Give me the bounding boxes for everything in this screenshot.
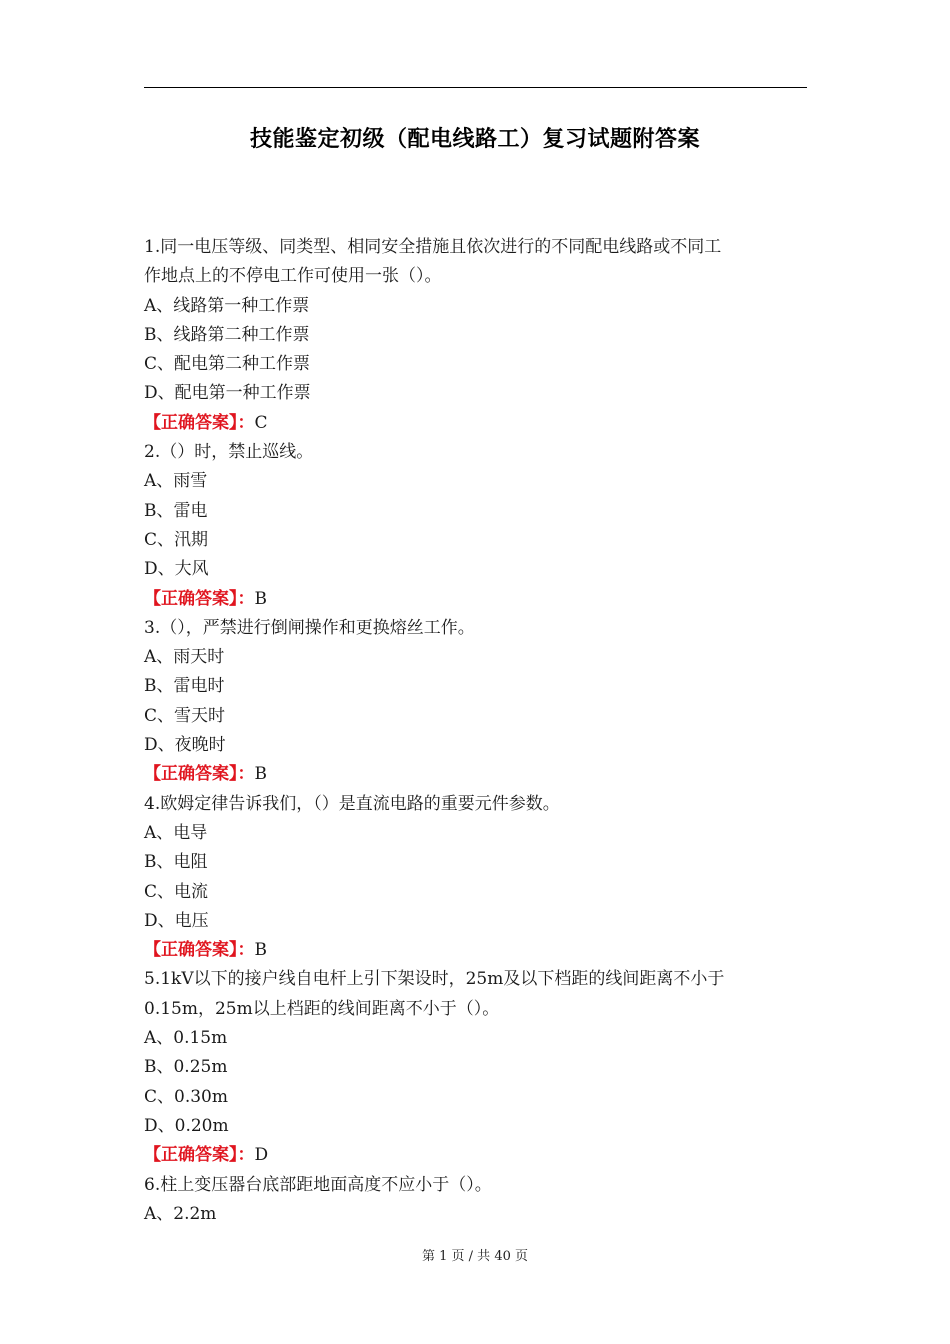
answer-line xyxy=(144,936,804,965)
answer-label: 【正确答案】： xyxy=(144,412,255,433)
question-2 xyxy=(144,438,804,614)
question-stem-line: 1.同一电压等级、同类型、相同安全措施且依次进行的不同配电线路或不同工 xyxy=(144,237,722,257)
option-a: A、雨雪 xyxy=(144,471,208,492)
question-stem-line: 3.（），严禁进行倒闸操作和更换熔丝工作。 xyxy=(144,617,475,638)
question-list xyxy=(144,233,804,1229)
document-title: 技能鉴定初级（配电线路工）复习试题附答案 xyxy=(249,127,700,152)
question-4 xyxy=(144,790,804,966)
answer-line xyxy=(144,585,804,614)
option-b: B、雷电时 xyxy=(144,676,225,697)
question-stem-line: 6.柱上变压器台底部距地面高度不应小于（）。 xyxy=(144,1174,492,1195)
question-6 xyxy=(144,1171,804,1230)
question-5 xyxy=(144,965,804,1170)
option-c: C、汛期 xyxy=(144,529,209,550)
question-3 xyxy=(144,614,804,790)
answer-value: B xyxy=(254,764,267,785)
option-a: A、0.15m xyxy=(144,1028,228,1049)
option-d: D、配电第一种工作票 xyxy=(144,383,311,404)
option-c: C、0.30m xyxy=(144,1086,228,1107)
option-b: B、雷电 xyxy=(144,500,208,521)
answer-label: 【正确答案】： xyxy=(144,940,255,961)
page-number-footer: 第 1 页 / 共 40 页 xyxy=(422,1249,528,1264)
option-c: C、配电第二种工作票 xyxy=(144,354,311,375)
option-d: D、0.20m xyxy=(144,1115,229,1136)
answer-label: 【正确答案】： xyxy=(144,1145,255,1166)
question-stem-line: 0.15m，25m以上档距的线间距离不小于（）。 xyxy=(144,998,500,1019)
option-b: B、线路第二种工作票 xyxy=(144,324,310,345)
option-c: C、雪天时 xyxy=(144,705,226,726)
question-stem-line: 作地点上的不停电工作可使用一张（）。 xyxy=(144,266,442,287)
option-a: A、雨天时 xyxy=(144,647,225,668)
option-d: D、大风 xyxy=(144,559,209,580)
option-b: B、电阻 xyxy=(144,852,208,873)
option-d: D、电压 xyxy=(144,910,209,931)
answer-value: D xyxy=(254,1145,269,1166)
header-rule xyxy=(144,87,807,88)
option-d: D、夜晚时 xyxy=(144,735,226,756)
option-c: C、电流 xyxy=(144,881,209,902)
answer-label: 【正确答案】： xyxy=(144,588,255,609)
answer-label: 【正确答案】： xyxy=(144,764,255,785)
answer-value: C xyxy=(254,412,268,433)
option-b: B、0.25m xyxy=(144,1057,228,1078)
question-1 xyxy=(144,233,804,438)
option-a: A、电导 xyxy=(144,822,208,843)
option-a: A、线路第一种工作票 xyxy=(144,295,310,316)
question-stem-line: 5.1kV以下的接户线自电杆上引下架设时，25m及以下档距的线间距离不小于 xyxy=(144,969,725,990)
answer-line xyxy=(144,1141,804,1170)
question-stem-line: 4.欧姆定律告诉我们，（）是直流电路的重要元件参数。 xyxy=(144,793,560,814)
answer-line xyxy=(144,760,804,789)
question-stem-line: 2.（）时，禁止巡线。 xyxy=(144,442,314,463)
option-a: A、2.2m xyxy=(144,1203,217,1224)
answer-value: B xyxy=(254,588,267,609)
answer-line xyxy=(144,409,804,438)
answer-value: B xyxy=(254,940,267,961)
